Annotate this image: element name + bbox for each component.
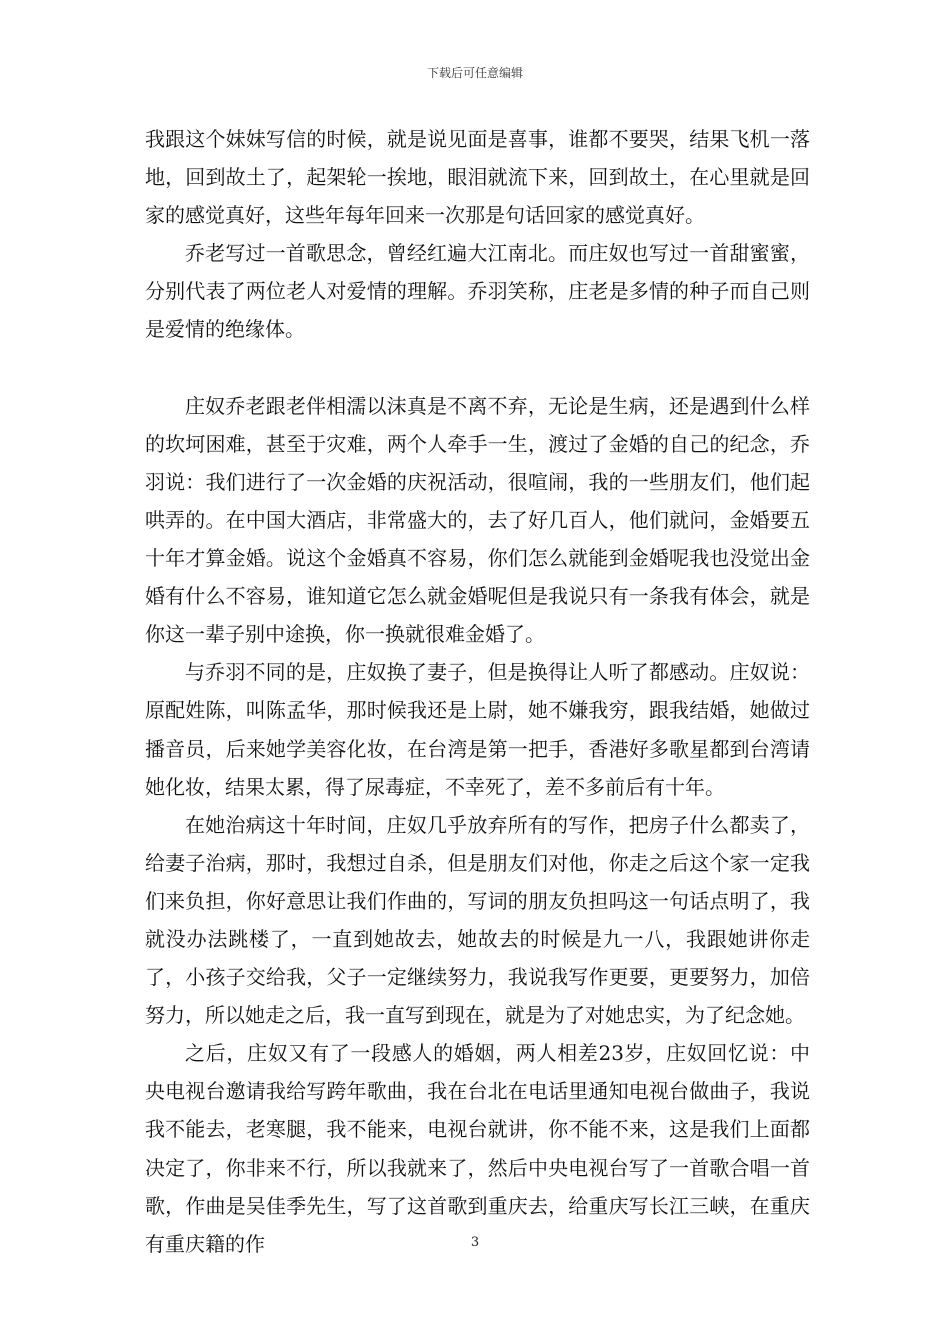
page-number: 3 bbox=[470, 1235, 480, 1250]
paragraph-golden-wedding: 庄奴乔老跟老伴相濡以沫真是不离不弃，无论是生病，还是遇到什么样的坎坷困难，甚至于灾难，两个人牵手一生，渡过了金婚的自己的纪念，乔羽说：我们进行了一次金婚的庆祝活动，很喧闹，我的一些朋友们，他们起哄弄的。在中国大酒店，非常盛大的，去了好几百人，他们就问，金婚要五十年才算金婚。说这个金婚真不容易，你们怎么就能到金婚呢我也没觉出金婚有什么不容易，谁知道它怎么就金婚呢但是我说只有一条我有体会，就是你这一辈子别中途换，你一换就很难金婚了。 bbox=[145, 393, 810, 647]
paragraph-letter: 我跟这个妹妹写信的时候，就是说见面是喜事，谁都不要哭，结果飞机一落地，回到故土了，起架轮一挨地，眼泪就流下来，回到故土，在心里就是回家的感觉真好，这些年每年回来一次那是句话回家的感觉真好。 bbox=[145, 127, 810, 228]
document-body bbox=[145, 120, 810, 1263]
blank-line bbox=[145, 349, 810, 387]
paragraph-songs: 乔老写过一首歌思念，曾经红遍大江南北。而庄奴也写过一首甜蜜蜜，分别代表了两位老人对爱情的理解。乔羽笑称，庄老是多情的种子而自己则是爱情的绝缘体。 bbox=[145, 241, 810, 342]
paragraph-illness: 在她治病这十年时间，庄奴几乎放弃所有的写作，把房子什么都卖了，给妻子治病，那时，我想过自杀，但是朋友们对他，你走之后这个家一定我们来负担，你好意思让我们作曲的，写词的朋友负担吗这一句话点明了，我就没办法跳楼了，一直到她故去，她故去的时候是九一八，我跟她讲你走了，小孩子交给我，父子一定继续努力，我说我写作更要，更要努力，加倍努力，所以她走之后，我一直写到现在，就是为了对她忠实，为了纪念她。 bbox=[145, 812, 810, 1028]
paragraph-first-wife: 与乔羽不同的是，庄奴换了妻子，但是换得让人听了都感动。庄奴说：原配姓陈，叫陈孟华，那时候我还是上尉，她不嫌我穷，跟我结婚，她做过播音员，后来她学美容化妆，在台湾是第一把手，香港好多歌星都到台湾请她化妆，结果太累，得了尿毒症，不幸死了，差不多前后有十年。 bbox=[145, 660, 810, 799]
paragraph-second-marriage: 之后，庄奴又有了一段感人的婚姻，两人相差23岁，庄奴回忆说：中央电视台邀请我给写跨年歌曲，我在台北在电话里通知电视台做曲子，我说我不能去，老寒腿，我不能来，电视台就讲，你不能不来，这是我们上面都决定了，你非来不行，所以我就来了，然后中央电视台写了一首歌合唱一首歌，作曲是吴佳季先生，写了这首歌到重庆去，给重庆写长江三峡，在重庆有重庆籍的作 bbox=[145, 1041, 810, 1256]
page-header: 下载后可任意编辑 bbox=[426, 66, 523, 80]
